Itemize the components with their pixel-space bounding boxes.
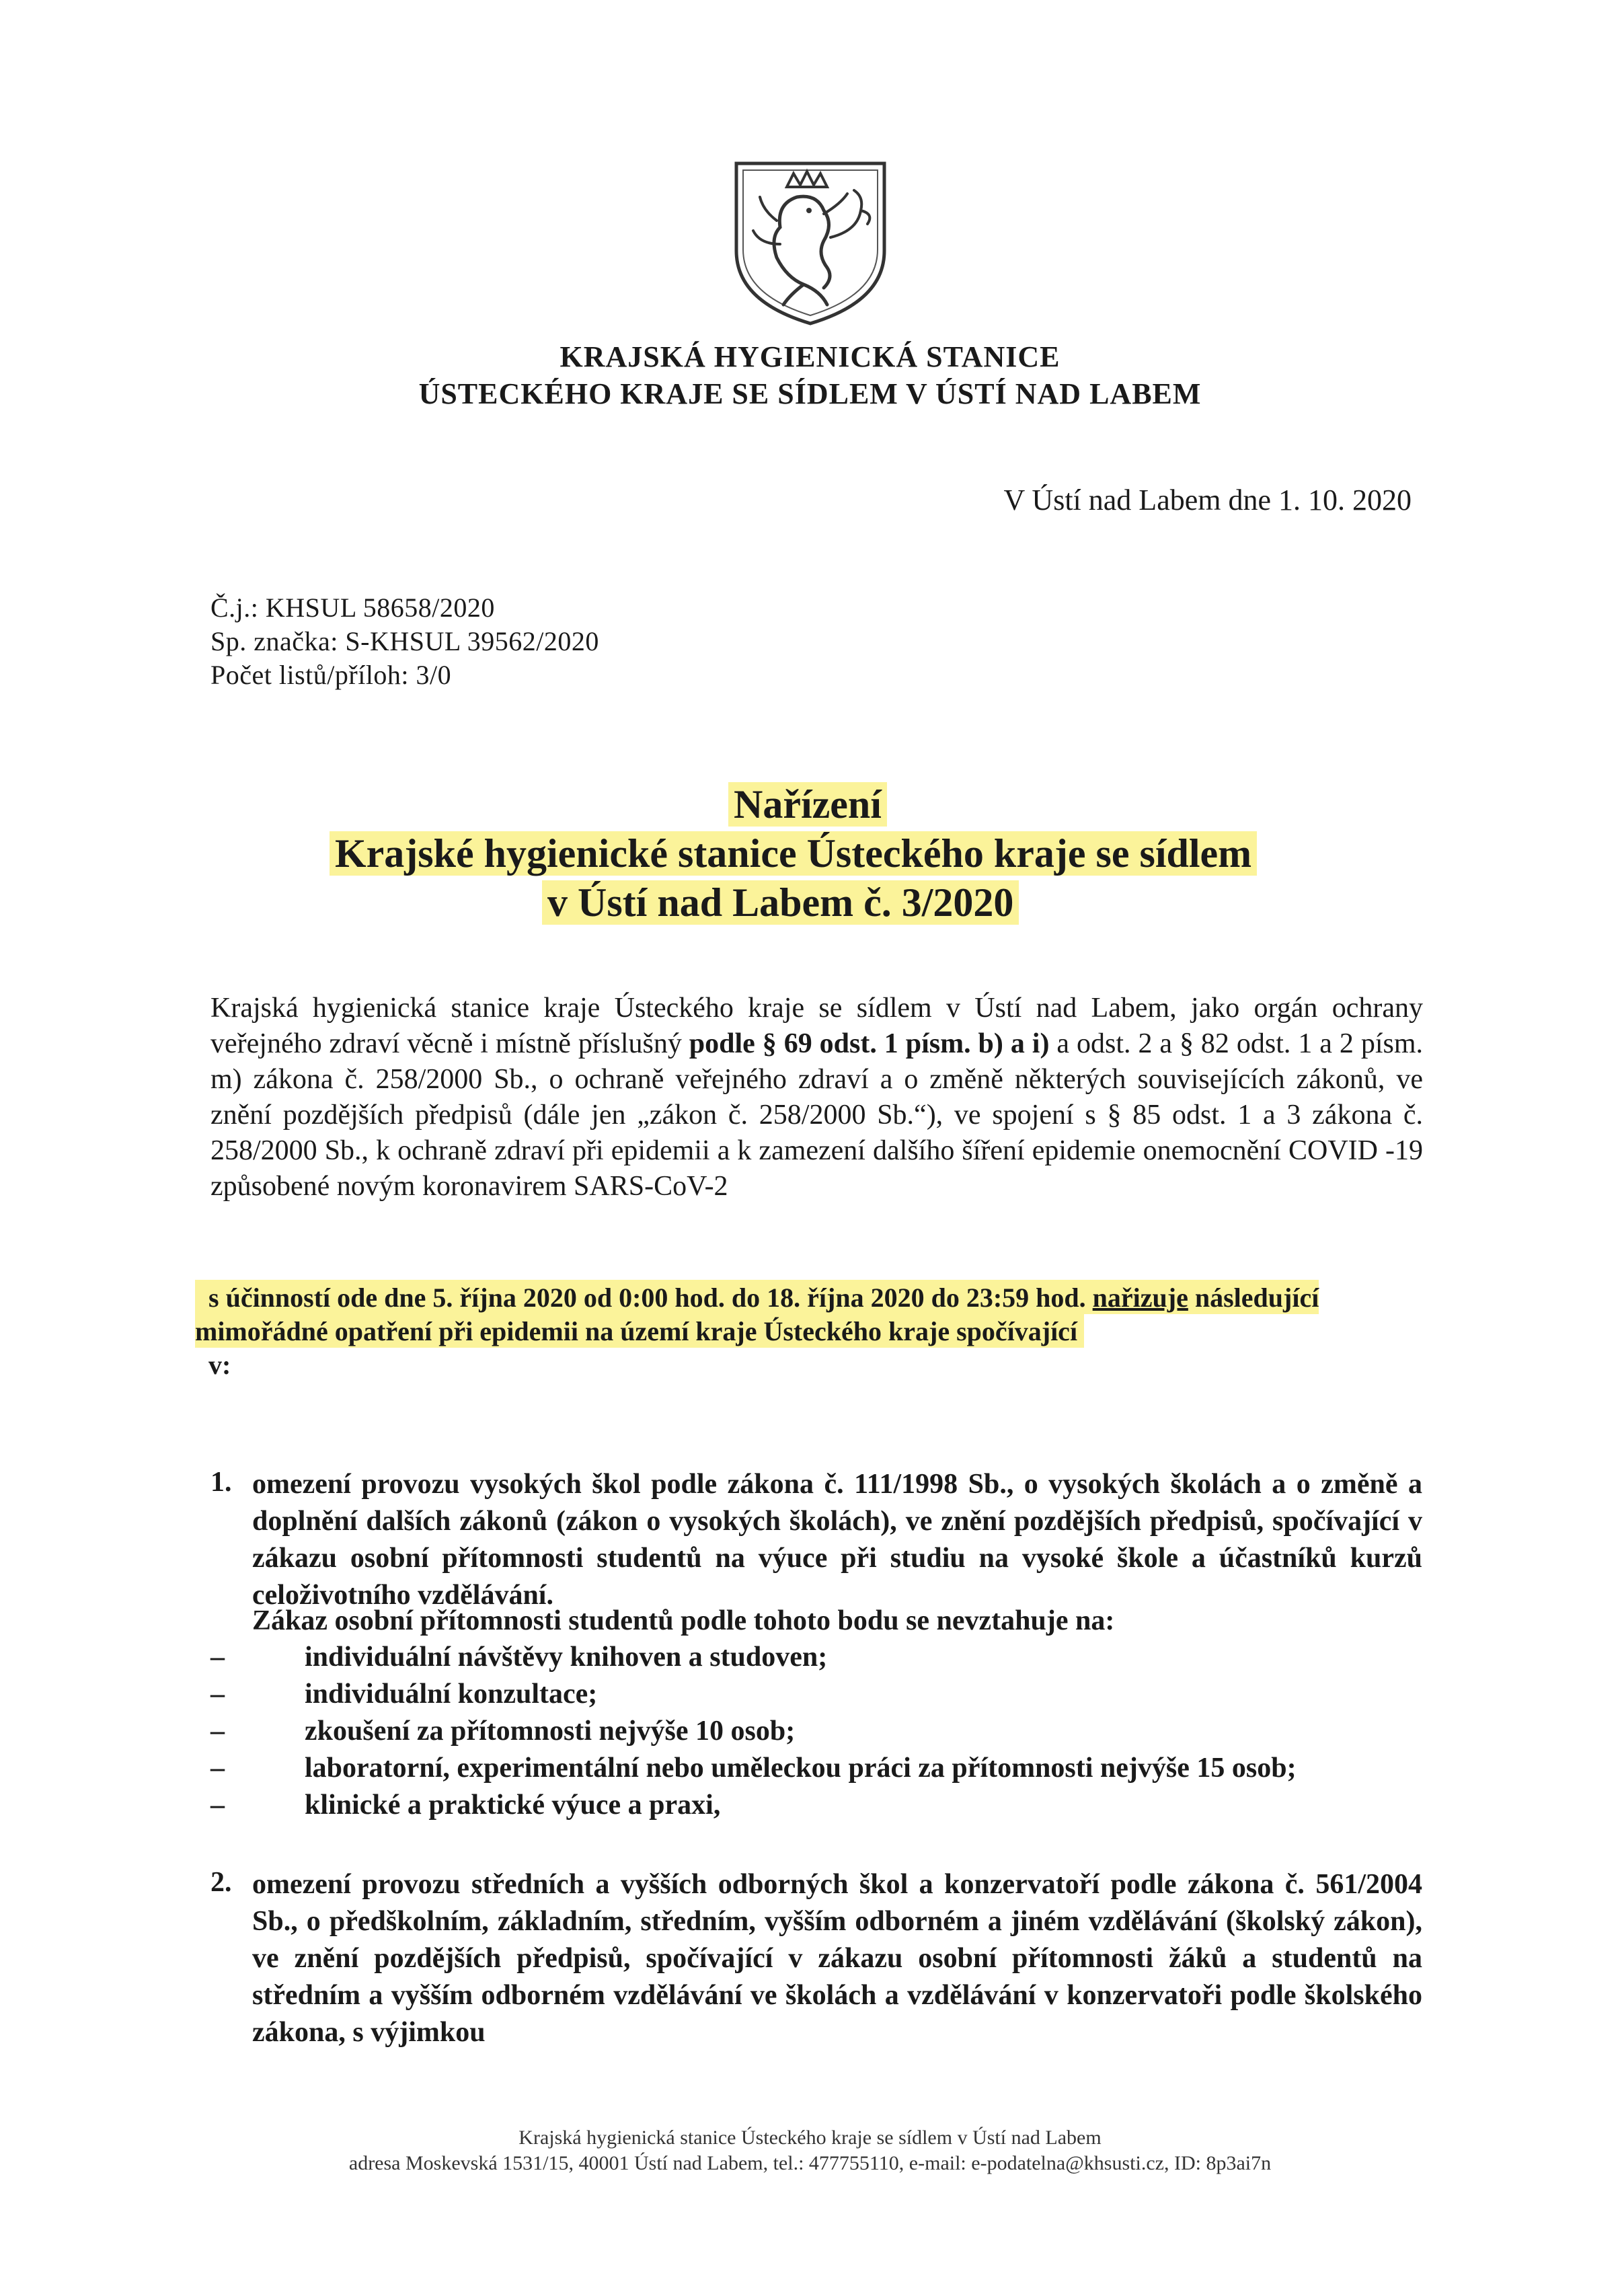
org-name-line1: KRAJSKÁ HYGIENICKÁ STANICE	[560, 340, 1060, 373]
exceptions-intro: Zákaz osobní přítomnosti studentů podle tohoto bodu se nevztahuje na:	[252, 1605, 1115, 1636]
item-number: 1.	[210, 1467, 232, 1498]
title-line1: Nařízení	[728, 780, 887, 829]
orders-word: nařizuje	[1092, 1283, 1188, 1313]
footer-line2: adresa Moskevská 1531/15, 40001 Ústí nad Labem, tel.: 477755110, e-mail: e-podatelna@khsusti.cz, ID: 8p3ai7n	[348, 2152, 1272, 2174]
place-date: V Ústí nad Labem dne 1. 10. 2020	[1003, 484, 1412, 516]
czech-lion-coat-of-arms-icon	[723, 157, 898, 328]
reference-sp-znacka: Sp. značka: S-KHSUL 39562/2020	[210, 626, 599, 656]
item-text: omezení provozu vysokých škol podle zákona č. 111/1998 Sb., o vysokých školách a o změně a doplnění dalších zákonů (zákon o vysokých školách), ve znění pozdějších předpisů, spočívající v zákazu osobní přítomnosti studentů na výuce při studiu na vysoké škole a účastníků kurzů celoživotního vzdělávání.	[252, 1469, 1422, 1611]
title-line2: Krajské hygienické stanice Ústeckého kraje se sídlem	[330, 829, 1257, 878]
reference-cj: Č.j.: KHSUL 58658/2020	[210, 592, 495, 623]
org-name-line2: ÚSTECKÉHO KRAJE SE SÍDLEM V ÚSTÍ NAD LABEM	[418, 377, 1202, 410]
reference-pocet: Počet listů/příloh: 3/0	[210, 660, 452, 690]
intro-paragraph: Krajská hygienická stanice kraje Ústeckého kraje se sídlem v Ústí nad Labem, jako orgán ochrany veřejného zdraví věcně i místně příslušný podle § 69 odst. 1 písm. b) a i) a odst. 2 a § 82 odst. 1 a 2 písm. m) zákona č. 258/2000 Sb., o ochraně veřejného zdraví a o změně některých souvisejících zákonů, ve znění pozdějších předpisů (dále jen „zákon č. 258/2000 Sb.“), ve spojení s § 85 odst. 1 a 3 zákona č. 258/2000 Sb., k ochraně zdraví při epidemii a k zamezení dalšího šíření epidemie onemocnění COVID -19 způsobené novým koronavirem SARS-CoV-2	[210, 993, 1423, 1202]
footer-line1: Krajská hygienická stanice Ústeckého kraje se sídlem v Ústí nad Labem	[518, 2127, 1102, 2149]
effective-clause: s účinností ode dne 5. října 2020 od 0:00 hod. do 18. října 2020 do 23:59 hod. nařizuje následující mimořádné opatření při epidemii na území kraje Ústeckého kraje spočívající v:	[195, 1281, 1432, 1382]
document-page: KRAJSKÁ HYGIENICKÁ STANICE ÚSTECKÉHO KRAJE SE SÍDLEM V ÚSTÍ NAD LABEM V Ústí nad Labem dne 1. 10. 2020 Č.j.: KHSUL 58658/2020 Sp. značka: S-KHSUL 39562/2020 Počet listů/příloh: 3/0 Nařízení Krajské hygienické stanice Ústeckého kraje se sídlem v Ústí nad Labem č. 3/2020 Krajská hygienická stanice kraje Ústeckého kraje se sídlem v Ústí nad Labem, jako orgán ochrany veřejného zdraví věcně i místně příslušný podle § 69 odst. 1 písm. b) a i) a odst. 2 a § 82 odst. 1 a 2 písm. m) zákona č. 258/2000 Sb., o ochraně veřejného zdraví a o změně některých souvisejících zákonů, ve znění pozdějších předpisů (dále jen „zákon č. 258/2000 Sb.“), ve spojení s § 85 odst. 1 a 3 zákona č. 258/2000 Sb., k ochraně zdraví při epidemii a k zamezení dalšího šíření epidemie onemocnění COVID -19 způsobené novým koronavirem SARS-CoV-2 s účinností ode dne 5. října 2020 od 0:00 hod. do 18. října 2020 do 23:59 hod. nařizuje následující mimořádné opatření při epidemii na území kraje Ústeckého kraje spočívající v: 1. omezení provozu vysokých škol podle zákona č. 111/1998 Sb., o vysokých školách a o změně a doplnění dalších zákonů (zákon o vysokých školách), ve znění pozdějších předpisů, spočívající v zákazu osobní přítomnosti studentů na výuce při studiu na vysoké škole a účastníků kurzů celoživotního vzdělávání. Zákaz osobní přítomnosti studentů podle tohoto bodu se nevztahuje na: – individuální návštěvy knihoven a studoven; – individuální konzultace; – zkoušení za přítomnosti nejvýše 10 osob; – laboratorní, experimentální nebo uměleckou práci za přítomnosti nejvýše 15 osob; – klinické a praktické výuce a praxi, 2. omezení provozu středních a vyšších odborných škol a konzervatoří podle zákona č. 561/2004 Sb., o předškolním, základním, středním, vyšším odborném a jiném vzdělávání (školský zákon), ve znění pozdějších předpisů, spočívající v zákazu osobní přítomnosti žáků a studentů na středním a vyšším odborném vzdělávání ve školách a vzdělávání v konzervatoři podle školského zákona, s výjimkou Krajská hygienická stanice Ústeckého kraje se sídlem v Ústí nad Labem adresa Moskevská 1531/15, 40001 Ústí nad Labem, tel.: 477755110, e-mail: e-podatelna@khsusti.cz, ID: 8p3ai7n	[0, 0, 1620, 2296]
title-line3: v Ústí nad Labem č. 3/2020	[542, 878, 1019, 927]
item-number: 2.	[210, 1867, 232, 1898]
legal-basis: podle § 69 odst. 1 písm. b) a i)	[689, 1028, 1050, 1059]
item-text: omezení provozu středních a vyšších odborných škol a konzervatoří podle zákona č. 561/2004 Sb., o předškolním, základním, středním, vyšším odborném a jiném vzdělávání (školský zákon), ve znění pozdějších předpisů, spočívající v zákazu osobní přítomnosti žáků a studentů na středním a vyšším odborném vzdělávání ve školách a vzdělávání v konzervatoři podle školského zákona, s výjimkou	[252, 1869, 1422, 2048]
